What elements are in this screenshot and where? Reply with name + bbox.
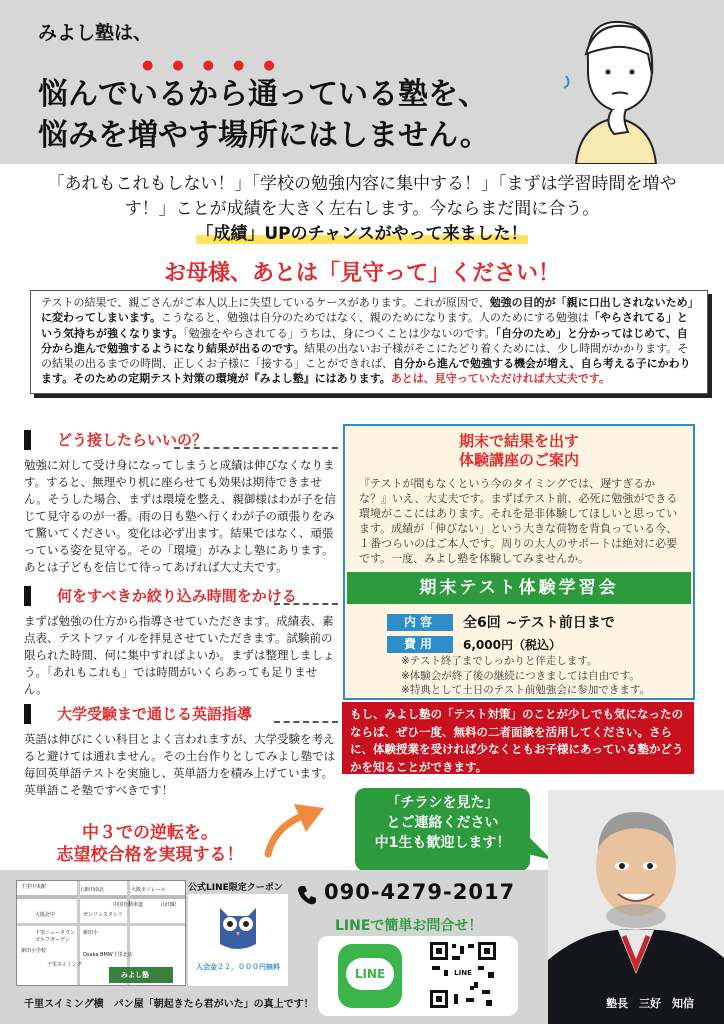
content-value: 全6回 ~テスト前日まで: [463, 615, 615, 631]
headline-line-1: 悩んでいるから通っている塾を、: [38, 77, 488, 112]
reversal-text: [40, 822, 260, 866]
reversal-line-2: 志望校合格を実現する！: [56, 845, 244, 865]
fee-tag: 費用: [387, 636, 453, 653]
trial-body: 『テストが間もなくという今のタイミングでは、遅すぎるかな？』いえ、大丈夫です。まずばテスト前、必死に勉強ができる環境がここにはあります。それを是非体験してほしいと思っています。成績が「伸びない」という大きな荷物を背負っている今、１番つらいのはご本人です。周りの大人のサポートは絶対に必要です。一度、みよし塾を体験してみませんか。: [359, 477, 678, 565]
teacher-portrait: [548, 790, 724, 1024]
mothers-p5b: そのための定期テスト対策の環境が『みよし塾』にはあります。: [73, 372, 391, 386]
coupon-title: 公式LINE限定クーポン: [188, 883, 283, 893]
line-contact-box: [318, 936, 518, 1016]
emphasis-dots: ●●●●●: [142, 58, 294, 73]
map-label-5: 中国自動車道: [113, 902, 144, 908]
section-1-body: 勉強に対して受け身になってしまうと成績は伸びなくなります。すると、無理やり机に座らせても効果は期待できません。そうした場合、まずは環境を整え、親御様はわが子を信じて見守るのが一番。雨の日も塾へ行くわが子の頑張りをみて驚いてください。変化は必ず出ます。結果ではなく、頑張っている姿を見守る。その「環境」がみよし塾にあります。あとは子どもを信じて待ってあげれば大丈夫です。: [24, 458, 336, 574]
trial-box: [343, 424, 695, 700]
trial-note-3: ※特典として土日のテスト前勉強会に参加できます。: [401, 684, 651, 696]
mothers-p3: 「勉強をやらされてる」うちは、身につくことは少ないのです。: [183, 326, 496, 340]
headline-line-2: 悩みを増やす場所にはしません。: [38, 118, 490, 153]
trial-note-2: ※体験会が終了後の継続につきましては自由です。: [401, 669, 640, 682]
section-2-heading: 何をすべきか絞り込み時間をかける: [24, 586, 338, 606]
access-map: [16, 880, 186, 986]
map-label-11: 新田小学校: [21, 948, 47, 954]
bubble-line-2: とご連絡ください: [386, 815, 499, 831]
phone-number[interactable]: 090-4279-2017: [324, 880, 516, 904]
owl-icon: [214, 900, 262, 954]
map-label-10: 新田小: [83, 930, 99, 936]
section-3: [24, 704, 338, 799]
coupon-text: 入会金２２，０００円無料: [196, 963, 280, 971]
map-label-6: 大阪北中: [35, 912, 56, 918]
fee-value: 6,000円（税込）: [463, 638, 561, 652]
chance-text: 「成績」UPのチャンスがやって来ました！: [196, 224, 528, 244]
teacher-photo: [548, 790, 724, 1024]
qr-label: LINE: [454, 969, 472, 977]
pre-title: みよし塾は、: [38, 22, 153, 44]
trial-banner: 期末テスト体験学習会: [347, 572, 691, 604]
mothers-headline: お母様、あとは「見守って」ください！: [163, 261, 560, 286]
map-caption: 千里スイミング横 パン屋「朝起きたら君がいた」の真上です！: [24, 999, 314, 1010]
section-3-heading: 大学受験まで通じる英語指導: [24, 704, 338, 724]
coupon-card: [188, 894, 288, 986]
trial-title-line-2: 体験講座のご案内: [458, 451, 579, 469]
line-label: LINEで簡単お問合せ！: [335, 918, 483, 934]
mothers-p3b: 「自分のため」と分かってはじめて、自分から進んで勉強するようになり結果が出るのです。: [41, 326, 688, 355]
trial-title-line-1: 期末で結果を出す: [458, 432, 579, 450]
intro-text: 「あれもこれもしない！」「学校の勉強内容に集中する！」「まずは学習時間を増やす！」ことが成績を大きく左右します。今ならまだ間に合う。: [47, 174, 677, 219]
mothers-p4: 結果の出ないお子様がそこにたどり着くためには、少し時間がかかります。その結果の出るまでの時間、正しくお子様に「接する」ことができれば、: [41, 341, 689, 371]
section-1: [24, 430, 338, 576]
mothers-p1b: 勉強の目的が「親に口出しされないため」に変わってしまいます。: [41, 296, 694, 325]
map-label-14: みよし塾: [121, 971, 149, 979]
trial-note-1: ※テスト終了までしっかりと伴走します。: [401, 655, 598, 667]
mothers-p2: こうなると、勉強は自分のためではなく、親のためになります。人のためにする勉強は: [161, 311, 589, 325]
section-3-body: 英語は伸びにくい科目とよく言われますが、大学受験を考えると避けては通れません。その土台作りとしてみよし塾では毎回英単語テストを実施し、英単語力を積み上げています。英単語こそ塾ですべきです！: [24, 732, 336, 797]
map-label-12: Osaka BMW千里北店: [83, 952, 133, 958]
trial-title: [345, 432, 693, 470]
map-label-3: 大阪モノレール: [131, 887, 166, 893]
section-2-body: まずば勉強の仕方から指導させていただきます。成績表、素点表、テストファイルを拝見させていただきます。試験前の限られた時間、何に集中すればよいか。まずは整理しましょう。「あれもこれも」では時間がいくらあっても足りません。: [24, 614, 335, 696]
mothers-p4b: 自分から進んで勉強する機会が増え、自ら考える子にかわります。: [41, 357, 691, 386]
reversal-line-1: 中３での逆転を。: [82, 823, 218, 843]
arrow-icon: [262, 798, 332, 860]
mothers-p1: テストの結果で、親ごさんがご本人以上に失望しているケースがあります。これが原因で、: [41, 296, 490, 309]
line-button-label: LINE: [346, 958, 394, 990]
mothers-p2b: 「やらされてる」という気持ちが強くなります。: [41, 311, 688, 340]
chance-line: [0, 219, 724, 244]
trial-notes: [401, 654, 650, 698]
bubble-line-3: 中1生も歓迎します！: [374, 835, 511, 851]
phone-icon: [296, 884, 318, 906]
map-label-1: 千里中央駅: [21, 884, 47, 890]
speech-bubble: [355, 788, 530, 871]
map-label-13: 千里スイミング: [47, 962, 82, 968]
map-label-7: ゼンリンスタンド: [83, 912, 123, 918]
map-label-8: 千里ニュータウン: [35, 930, 76, 936]
teacher-name: 塾長 三好 知信: [606, 997, 694, 1010]
line-qr-code[interactable]: [430, 942, 496, 1008]
map-label-2: 上新田南北: [79, 887, 105, 893]
bubble-line-1: 「チラシを見た」: [386, 795, 499, 811]
worried-parent-illustration: [556, 14, 676, 164]
map-label-4: 山田駅: [161, 902, 177, 908]
section-1-heading: どう接したらいいの？: [24, 430, 338, 450]
section-2: [24, 586, 338, 698]
section-3-rule: [274, 721, 338, 723]
map-label-9: ゴルフガーデン: [35, 937, 70, 943]
line-app-icon[interactable]: [338, 944, 402, 1008]
content-tag: 内容: [387, 614, 453, 631]
appeal-box: もし、みよし塾の「テスト対策」のことが少しでも気になったのならば、ぜひ一度、無料の二者面談を活用してください。さらに、体験授業を受ければ少なくともお子様にあっている塾かどうかを知ることができます。: [342, 702, 694, 774]
headline: [38, 74, 490, 156]
mothers-box: [30, 290, 708, 394]
mothers-p5r: あとは、見守っていただければ大丈夫です。: [390, 372, 610, 386]
